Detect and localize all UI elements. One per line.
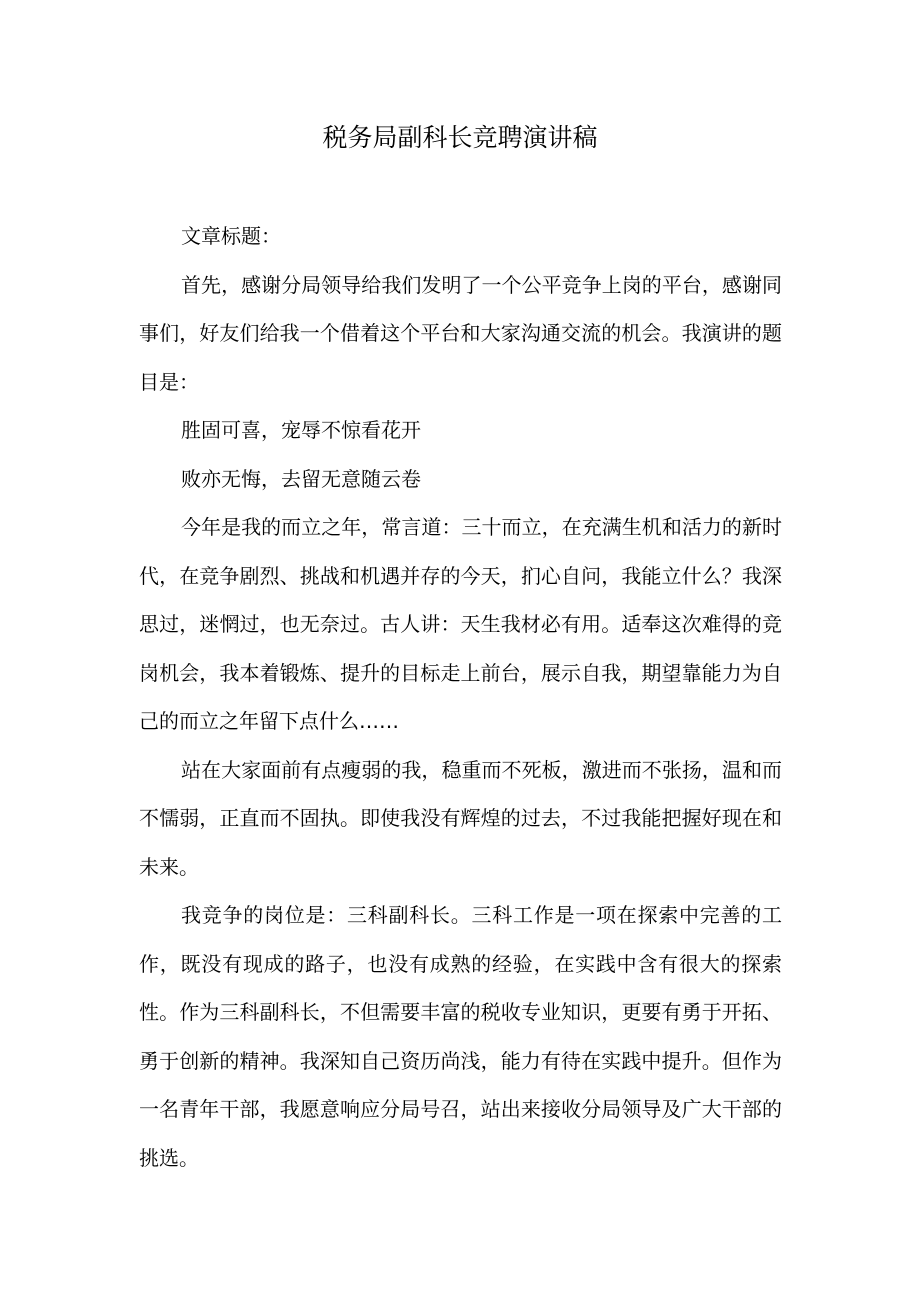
paragraph-position: 我竞争的岗位是：三科副科长。三科工作是一项在探索中完善的工作，既没有现成的路子，也没有成熟的经验，在实践中含有很大的探索性。作为三科副科长，不但需要丰富的税收专业知识，更要有勇于开拓、勇于创新的精神。我深知自己资历尚浅，能力有待在实践中提升。但作为一名青年干部，我愿意响应分局号召，站出来接收分局领导及广大干部的挑选。 (139, 903, 782, 1170)
document-body (139, 212, 782, 1182)
paragraph-verse-2: 败亦无悔，去留无意随云卷 (181, 466, 421, 491)
paragraph-intro: 首先，感谢分局领导给我们发明了一个公平竞争上岗的平台，感谢同事们，好友们给我一个借着这个平台和大家沟通交流的机会。我演讲的题目是： (139, 272, 782, 394)
paragraph-verse-1: 胜固可喜，宠辱不惊看花开 (181, 418, 421, 442)
paragraph-article-heading: 文章标题： (181, 224, 281, 248)
paragraph-self-description: 站在大家面前有点瘦弱的我，稳重而不死板，激进而不张扬，温和而不懦弱，正直而不固执。即使我没有辉煌的过去，不过我能把握好现在和未来。 (139, 757, 782, 879)
page-title: 税务局副科长竞聘演讲稿 (322, 123, 598, 152)
paragraph-age-reflection: 今年是我的而立之年，常言道：三十而立，在充满生机和活力的新时代，在竞争剧烈、挑战和机遇并存的今天，扪心自问，我能立什么？我深思过，迷惘过，也无奈过。古人讲：天生我材必有用。适奉这次难得的竞岗机会，我本着锻炼、提升的目标走上前台，展示自我，期望靠能力为自己的而立之年留下点什么…… (139, 515, 782, 733)
